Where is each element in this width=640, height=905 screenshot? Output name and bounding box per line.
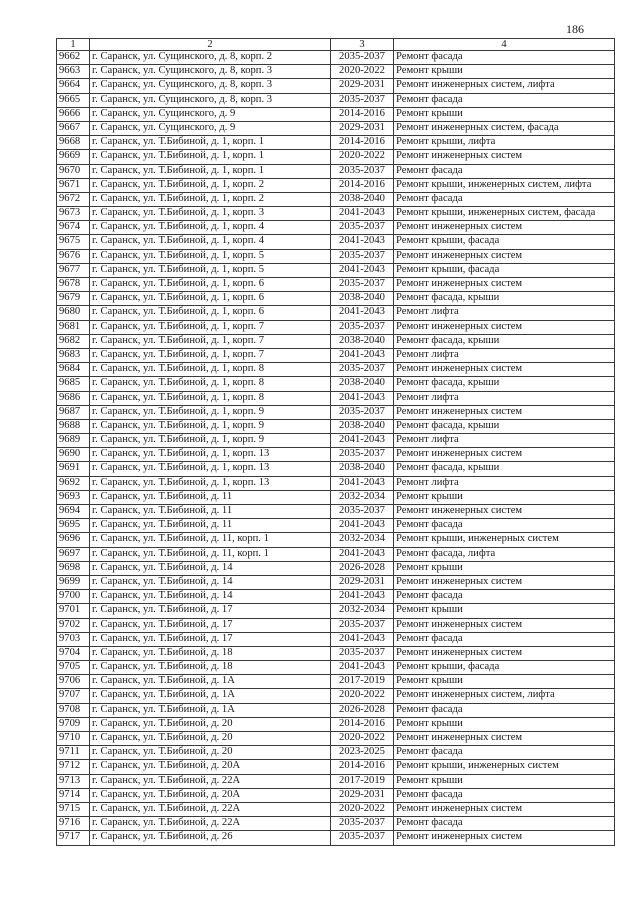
page-number: 186 — [566, 22, 584, 36]
row-address: г. Саранск, ул. Т.Бибиной, д. 17 — [90, 632, 331, 646]
row-period: 2038-2040 — [331, 419, 394, 433]
row-number: 9667 — [57, 121, 90, 135]
row-address: г. Саранск, ул. Т.Бибиной, д. 22А — [90, 802, 331, 816]
table-row — [57, 348, 615, 362]
table-row — [57, 732, 615, 746]
column-header-number: 1 — [57, 39, 90, 51]
row-address: г. Саранск, ул. Сущинского, д. 8, корп. 3 — [90, 93, 331, 107]
row-number: 9700 — [57, 590, 90, 604]
row-period: 2035-2037 — [331, 831, 394, 845]
row-work-type: Ремонт крыши — [394, 774, 615, 788]
row-period: 2041-2043 — [331, 632, 394, 646]
row-period: 2038-2040 — [331, 377, 394, 391]
table-row — [57, 675, 615, 689]
row-period: 2038-2040 — [331, 334, 394, 348]
row-work-type: Ремонт фасада, лифта — [394, 547, 615, 561]
row-number: 9701 — [57, 604, 90, 618]
row-work-type: Ремонт крыши, инженерных систем — [394, 533, 615, 547]
table-row — [57, 632, 615, 646]
table-row — [57, 547, 615, 561]
row-work-type: Ремонт крыши — [394, 561, 615, 575]
table-row — [57, 505, 615, 519]
table-row — [57, 192, 615, 206]
row-work-type: Ремонт крыши, инженерных систем, лифта — [394, 178, 615, 192]
table-row — [57, 249, 615, 263]
row-number: 9677 — [57, 263, 90, 277]
row-address: г. Саранск, ул. Т.Бибиной, д. 1, корп. 2 — [90, 192, 331, 206]
row-period: 2041-2043 — [331, 235, 394, 249]
row-period: 2032-2034 — [331, 604, 394, 618]
row-address: г. Саранск, ул. Т.Бибиной, д. 1, корп. 9 — [90, 419, 331, 433]
row-period: 2014-2016 — [331, 107, 394, 121]
row-work-type: Ремонт фасада, крыши — [394, 292, 615, 306]
row-period: 2035-2037 — [331, 505, 394, 519]
table-row — [57, 448, 615, 462]
row-number: 9715 — [57, 802, 90, 816]
row-number: 9682 — [57, 334, 90, 348]
row-number: 9666 — [57, 107, 90, 121]
table-row — [57, 476, 615, 490]
row-address: г. Саранск, ул. Т.Бибиной, д. 1, корп. 9 — [90, 434, 331, 448]
row-work-type: Ремонт инженерных систем — [394, 732, 615, 746]
row-period: 2032-2034 — [331, 490, 394, 504]
row-work-type: Ремонт инженерных систем — [394, 802, 615, 816]
table-row — [57, 717, 615, 731]
row-work-type: Ремонт фасада, крыши — [394, 334, 615, 348]
row-work-type: Ремонт крыши — [394, 717, 615, 731]
table-row — [57, 51, 615, 65]
column-header-address: 2 — [90, 39, 331, 51]
row-number: 9706 — [57, 675, 90, 689]
row-number: 9672 — [57, 192, 90, 206]
row-period: 2041-2043 — [331, 476, 394, 490]
row-address: г. Саранск, ул. Т.Бибиной, д. 11 — [90, 505, 331, 519]
row-work-type: Ремонт фасада — [394, 632, 615, 646]
row-number: 9680 — [57, 306, 90, 320]
table-row — [57, 363, 615, 377]
table-row — [57, 221, 615, 235]
row-address: г. Саранск, ул. Т.Бибиной, д. 1, корп. 13 — [90, 448, 331, 462]
row-number: 9662 — [57, 51, 90, 65]
row-address: г. Саранск, ул. Т.Бибиной, д. 1, корп. 13 — [90, 476, 331, 490]
row-work-type: Ремонт инженерных систем — [394, 150, 615, 164]
row-period: 2035-2037 — [331, 51, 394, 65]
row-work-type: Ремонт фасада — [394, 746, 615, 760]
table-row — [57, 760, 615, 774]
row-number: 9685 — [57, 377, 90, 391]
capital-repair-table — [56, 38, 615, 846]
row-period: 2020-2022 — [331, 689, 394, 703]
row-address: г. Саранск, ул. Т.Бибиной, д. 1А — [90, 689, 331, 703]
table-row — [57, 306, 615, 320]
row-period: 2041-2043 — [331, 207, 394, 221]
row-period: 2035-2037 — [331, 221, 394, 235]
row-number: 9673 — [57, 207, 90, 221]
table-row — [57, 689, 615, 703]
row-work-type: Ремонт крыши — [394, 107, 615, 121]
row-work-type: Ремонт крыши, лифта — [394, 136, 615, 150]
row-number: 9709 — [57, 717, 90, 731]
table-row — [57, 746, 615, 760]
row-address: г. Саранск, ул. Т.Бибиной, д. 1, корп. 5 — [90, 263, 331, 277]
row-number: 9675 — [57, 235, 90, 249]
table-row — [57, 774, 615, 788]
row-period: 2035-2037 — [331, 93, 394, 107]
table-row — [57, 703, 615, 717]
row-period: 2035-2037 — [331, 646, 394, 660]
row-period: 2029-2031 — [331, 788, 394, 802]
table-row — [57, 107, 615, 121]
row-period: 2029-2031 — [331, 79, 394, 93]
row-work-type: Ремонт инженерных систем — [394, 448, 615, 462]
column-header-period: 3 — [331, 39, 394, 51]
row-work-type: Ремонт инженерных систем — [394, 221, 615, 235]
row-number: 9714 — [57, 788, 90, 802]
row-number: 9687 — [57, 405, 90, 419]
row-number: 9712 — [57, 760, 90, 774]
row-address: г. Саранск, ул. Т.Бибиной, д. 11 — [90, 519, 331, 533]
row-address: г. Саранск, ул. Т.Бибиной, д. 14 — [90, 575, 331, 589]
row-period: 2017-2019 — [331, 774, 394, 788]
row-work-type: Ремонт фасада — [394, 788, 615, 802]
row-number: 9699 — [57, 575, 90, 589]
row-address: г. Саранск, ул. Т.Бибиной, д. 11 — [90, 490, 331, 504]
row-address: г. Саранск, ул. Т.Бибиной, д. 1, корп. 8 — [90, 377, 331, 391]
row-work-type: Ремонт инженерных систем — [394, 320, 615, 334]
row-address: г. Саранск, ул. Т.Бибиной, д. 1, корп. 3 — [90, 207, 331, 221]
row-period: 2041-2043 — [331, 348, 394, 362]
row-period: 2038-2040 — [331, 462, 394, 476]
table-row — [57, 391, 615, 405]
row-address: г. Саранск, ул. Т.Бибиной, д. 1, корп. 6 — [90, 278, 331, 292]
row-period: 2035-2037 — [331, 249, 394, 263]
row-work-type: Ремонт инженерных систем — [394, 831, 615, 845]
row-address: г. Саранск, ул. Т.Бибиной, д. 1, корп. 7 — [90, 348, 331, 362]
row-address: г. Саранск, ул. Т.Бибиной, д. 1, корп. 4 — [90, 235, 331, 249]
row-number: 9691 — [57, 462, 90, 476]
table-row — [57, 434, 615, 448]
row-period: 2035-2037 — [331, 164, 394, 178]
row-number: 9713 — [57, 774, 90, 788]
row-address: г. Саранск, ул. Т.Бибиной, д. 1, корп. 6 — [90, 306, 331, 320]
row-period: 2014-2016 — [331, 178, 394, 192]
row-work-type: Ремонт инженерных систем — [394, 505, 615, 519]
row-address: г. Саранск, ул. Т.Бибиной, д. 1, корп. 1 — [90, 136, 331, 150]
row-number: 9665 — [57, 93, 90, 107]
row-address: г. Саранск, ул. Т.Бибиной, д. 1, корп. 1 — [90, 150, 331, 164]
row-address: г. Саранск, ул. Т.Бибиной, д. 18 — [90, 661, 331, 675]
row-period: 2035-2037 — [331, 320, 394, 334]
table-row — [57, 817, 615, 831]
table-row — [57, 561, 615, 575]
row-work-type: Ремонт лифта — [394, 306, 615, 320]
row-work-type: Ремонт крыши, фасада — [394, 661, 615, 675]
row-address: г. Саранск, ул. Т.Бибиной, д. 1А — [90, 675, 331, 689]
row-address: г. Саранск, ул. Т.Бибиной, д. 1, корп. 4 — [90, 221, 331, 235]
row-number: 9679 — [57, 292, 90, 306]
table-row — [57, 235, 615, 249]
row-work-type: Ремонт фасада, крыши — [394, 462, 615, 476]
row-work-type: Ремонт инженерных систем — [394, 618, 615, 632]
row-work-type: Ремонт крыши, фасада — [394, 263, 615, 277]
table-row — [57, 405, 615, 419]
row-number: 9671 — [57, 178, 90, 192]
row-number: 9711 — [57, 746, 90, 760]
row-number: 9683 — [57, 348, 90, 362]
row-address: г. Саранск, ул. Т.Бибиной, д. 11, корп. 1 — [90, 547, 331, 561]
row-work-type: Ремонт инженерных систем — [394, 249, 615, 263]
table-row — [57, 320, 615, 334]
row-period: 2041-2043 — [331, 590, 394, 604]
row-period: 2020-2022 — [331, 732, 394, 746]
table-row — [57, 618, 615, 632]
row-address: г. Саранск, ул. Т.Бибиной, д. 1, корп. 13 — [90, 462, 331, 476]
column-header-work-type: 4 — [394, 39, 615, 51]
row-number: 9668 — [57, 136, 90, 150]
table-row — [57, 136, 615, 150]
row-number: 9705 — [57, 661, 90, 675]
row-number: 9707 — [57, 689, 90, 703]
row-number: 9663 — [57, 65, 90, 79]
row-period: 2038-2040 — [331, 292, 394, 306]
row-work-type: Ремонт крыши, фасада — [394, 235, 615, 249]
row-address: г. Саранск, ул. Сущинского, д. 9 — [90, 107, 331, 121]
row-period: 2035-2037 — [331, 817, 394, 831]
row-period: 2041-2043 — [331, 519, 394, 533]
row-address: г. Саранск, ул. Т.Бибиной, д. 11, корп. 1 — [90, 533, 331, 547]
row-number: 9708 — [57, 703, 90, 717]
table-row — [57, 178, 615, 192]
row-address: г. Саранск, ул. Т.Бибиной, д. 22А — [90, 817, 331, 831]
row-work-type: Ремонт крыши — [394, 604, 615, 618]
table-row — [57, 490, 615, 504]
row-work-type: Ремонт фасада — [394, 192, 615, 206]
row-number: 9695 — [57, 519, 90, 533]
row-period: 2041-2043 — [331, 661, 394, 675]
row-work-type: Ремонт фасада — [394, 519, 615, 533]
row-period: 2041-2043 — [331, 434, 394, 448]
row-number: 9688 — [57, 419, 90, 433]
row-address: г. Саранск, ул. Т.Бибиной, д. 14 — [90, 590, 331, 604]
row-work-type: Ремонт крыши, инженерных систем, фасада — [394, 207, 615, 221]
row-number: 9684 — [57, 363, 90, 377]
row-work-type: Ремонт лифта — [394, 391, 615, 405]
table-row — [57, 802, 615, 816]
row-period: 2035-2037 — [331, 448, 394, 462]
row-period: 2026-2028 — [331, 561, 394, 575]
row-number: 9710 — [57, 732, 90, 746]
row-address: г. Саранск, ул. Т.Бибиной, д. 20А — [90, 788, 331, 802]
row-number: 9664 — [57, 79, 90, 93]
table-body — [57, 51, 615, 846]
table-row — [57, 831, 615, 845]
row-number: 9703 — [57, 632, 90, 646]
row-work-type: Ремонт лифта — [394, 434, 615, 448]
row-work-type: Ремонт фасада — [394, 590, 615, 604]
row-work-type: Ремонт инженерных систем — [394, 363, 615, 377]
row-address: г. Саранск, ул. Т.Бибиной, д. 1, корп. 1 — [90, 164, 331, 178]
table-header-row — [57, 39, 615, 51]
row-address: г. Саранск, ул. Т.Бибиной, д. 20 — [90, 717, 331, 731]
row-period: 2038-2040 — [331, 192, 394, 206]
row-period: 2035-2037 — [331, 405, 394, 419]
row-address: г. Саранск, ул. Т.Бибиной, д. 1, корп. 2 — [90, 178, 331, 192]
row-work-type: Ремонт крыши — [394, 490, 615, 504]
row-period: 2029-2031 — [331, 575, 394, 589]
row-number: 9696 — [57, 533, 90, 547]
table-row — [57, 646, 615, 660]
row-number: 9697 — [57, 547, 90, 561]
row-address: г. Саранск, ул. Т.Бибиной, д. 20 — [90, 732, 331, 746]
table-row — [57, 278, 615, 292]
row-number: 9716 — [57, 817, 90, 831]
table-row — [57, 788, 615, 802]
row-number: 9702 — [57, 618, 90, 632]
row-period: 2020-2022 — [331, 65, 394, 79]
row-period: 2014-2016 — [331, 760, 394, 774]
table-row — [57, 575, 615, 589]
row-address: г. Саранск, ул. Сущинского, д. 9 — [90, 121, 331, 135]
row-period: 2035-2037 — [331, 618, 394, 632]
row-work-type: Ремонт фасада, крыши — [394, 419, 615, 433]
table-row — [57, 263, 615, 277]
row-work-type: Ремонт крыши, инженерных систем — [394, 760, 615, 774]
row-address: г. Саранск, ул. Т.Бибиной, д. 17 — [90, 618, 331, 632]
table-row — [57, 533, 615, 547]
table-row — [57, 164, 615, 178]
row-work-type: Ремонт инженерных систем — [394, 646, 615, 660]
table-row — [57, 93, 615, 107]
row-number: 9694 — [57, 505, 90, 519]
row-work-type: Ремонт фасада — [394, 817, 615, 831]
row-number: 9678 — [57, 278, 90, 292]
row-work-type: Ремонт крыши — [394, 65, 615, 79]
row-period: 2020-2022 — [331, 150, 394, 164]
row-work-type: Ремонт фасада — [394, 164, 615, 178]
row-work-type: Ремонт лифта — [394, 476, 615, 490]
table-row — [57, 377, 615, 391]
row-work-type: Ремонт крыши — [394, 675, 615, 689]
row-address: г. Саранск, ул. Т.Бибиной, д. 1, корп. 5 — [90, 249, 331, 263]
row-period: 2014-2016 — [331, 136, 394, 150]
table-row — [57, 462, 615, 476]
row-number: 9686 — [57, 391, 90, 405]
row-work-type: Ремонт лифта — [394, 348, 615, 362]
table-row — [57, 292, 615, 306]
row-period: 2020-2022 — [331, 802, 394, 816]
row-work-type: Ремонт инженерных систем — [394, 575, 615, 589]
row-period: 2023-2025 — [331, 746, 394, 760]
row-work-type: Ремонт инженерных систем — [394, 405, 615, 419]
row-number: 9690 — [57, 448, 90, 462]
row-address: г. Саранск, ул. Т.Бибиной, д. 26 — [90, 831, 331, 845]
table-row — [57, 519, 615, 533]
row-number: 9670 — [57, 164, 90, 178]
table-row — [57, 150, 615, 164]
row-work-type: Ремонт инженерных систем, лифта — [394, 689, 615, 703]
row-address: г. Саранск, ул. Т.Бибиной, д. 1А — [90, 703, 331, 717]
row-work-type: Ремонт фасада, крыши — [394, 377, 615, 391]
row-number: 9704 — [57, 646, 90, 660]
row-address: г. Саранск, ул. Т.Бибиной, д. 1, корп. 7 — [90, 334, 331, 348]
table-row — [57, 334, 615, 348]
row-work-type: Ремонт инженерных систем, лифта — [394, 79, 615, 93]
row-number: 9692 — [57, 476, 90, 490]
row-address: г. Саранск, ул. Т.Бибиной, д. 1, корп. 8 — [90, 391, 331, 405]
row-number: 9698 — [57, 561, 90, 575]
row-period: 2041-2043 — [331, 547, 394, 561]
table-row — [57, 121, 615, 135]
row-address: г. Саранск, ул. Т.Бибиной, д. 17 — [90, 604, 331, 618]
table-row — [57, 419, 615, 433]
row-address: г. Саранск, ул. Сущинского, д. 8, корп. 2 — [90, 51, 331, 65]
row-work-type: Ремонт фасада — [394, 51, 615, 65]
row-number: 9681 — [57, 320, 90, 334]
row-period: 2014-2016 — [331, 717, 394, 731]
row-work-type: Ремонт инженерных систем — [394, 278, 615, 292]
row-number: 9669 — [57, 150, 90, 164]
row-period: 2026-2028 — [331, 703, 394, 717]
row-number: 9689 — [57, 434, 90, 448]
row-address: г. Саранск, ул. Т.Бибиной, д. 1, корп. 7 — [90, 320, 331, 334]
row-period: 2041-2043 — [331, 263, 394, 277]
row-work-type: Ремонт фасада — [394, 93, 615, 107]
table-row — [57, 207, 615, 221]
row-address: г. Саранск, ул. Т.Бибиной, д. 1, корп. 6 — [90, 292, 331, 306]
row-address: г. Саранск, ул. Т.Бибиной, д. 14 — [90, 561, 331, 575]
row-address: г. Саранск, ул. Т.Бибиной, д. 18 — [90, 646, 331, 660]
row-address: г. Саранск, ул. Т.Бибиной, д. 20 — [90, 746, 331, 760]
row-period: 2041-2043 — [331, 391, 394, 405]
row-address: г. Саранск, ул. Т.Бибиной, д. 20А — [90, 760, 331, 774]
table-row — [57, 590, 615, 604]
table-row — [57, 65, 615, 79]
row-work-type: Ремонт инженерных систем, фасада — [394, 121, 615, 135]
row-period: 2035-2037 — [331, 363, 394, 377]
table-row — [57, 604, 615, 618]
row-period: 2032-2034 — [331, 533, 394, 547]
row-address: г. Саранск, ул. Т.Бибиной, д. 1, корп. 9 — [90, 405, 331, 419]
row-period: 2029-2031 — [331, 121, 394, 135]
row-period: 2041-2043 — [331, 306, 394, 320]
row-address: г. Саранск, ул. Т.Бибиной, д. 22А — [90, 774, 331, 788]
row-work-type: Ремонт фасада — [394, 703, 615, 717]
row-period: 2017-2019 — [331, 675, 394, 689]
row-number: 9676 — [57, 249, 90, 263]
row-address: г. Саранск, ул. Сущинского, д. 8, корп. 3 — [90, 65, 331, 79]
row-number: 9693 — [57, 490, 90, 504]
table-row — [57, 79, 615, 93]
row-period: 2035-2037 — [331, 278, 394, 292]
row-address: г. Саранск, ул. Т.Бибиной, д. 1, корп. 8 — [90, 363, 331, 377]
row-number: 9717 — [57, 831, 90, 845]
row-address: г. Саранск, ул. Сущинского, д. 8, корп. 3 — [90, 79, 331, 93]
row-number: 9674 — [57, 221, 90, 235]
table-row — [57, 661, 615, 675]
